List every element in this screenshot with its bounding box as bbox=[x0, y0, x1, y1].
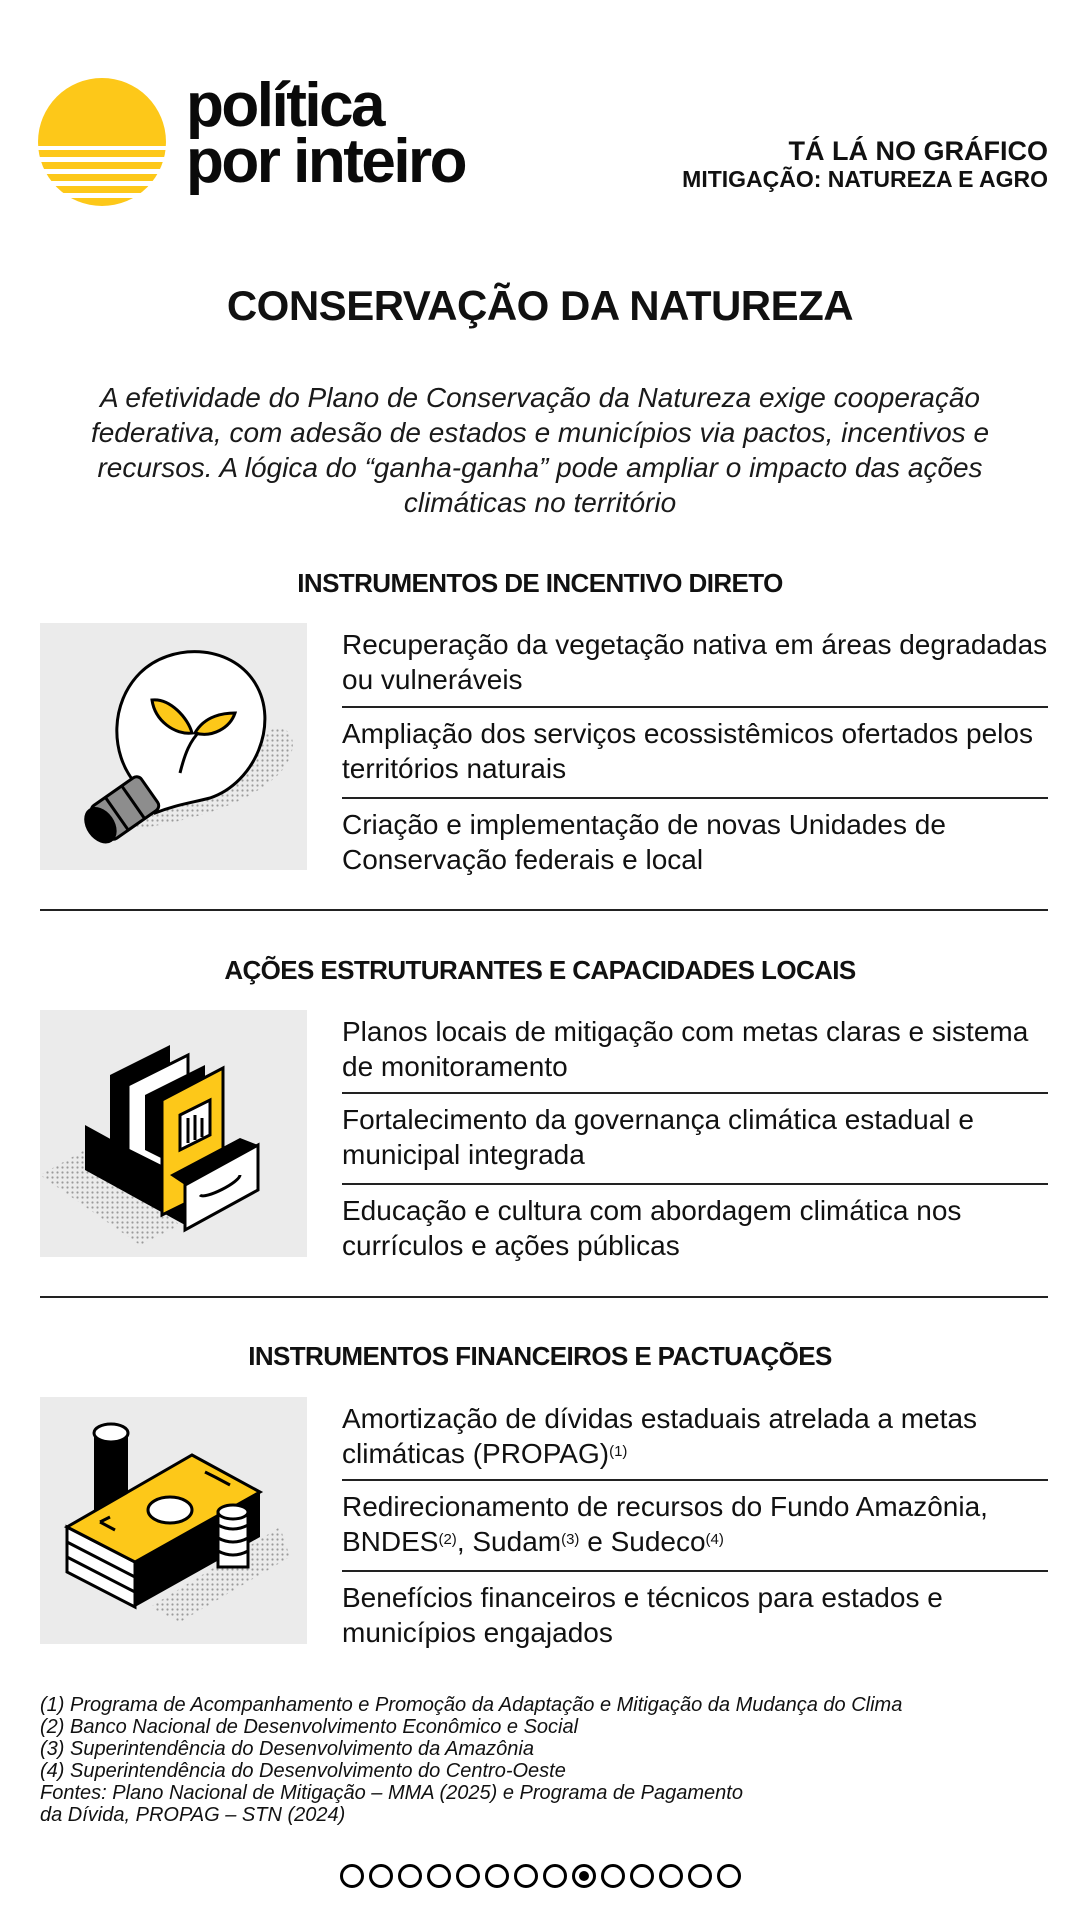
page-dot-13[interactable] bbox=[688, 1864, 712, 1888]
page-dot-3[interactable] bbox=[398, 1864, 422, 1888]
item-list-incentivo bbox=[342, 623, 1048, 885]
page-dot-12[interactable] bbox=[659, 1864, 683, 1888]
list-item bbox=[342, 1397, 1048, 1479]
footnotes bbox=[40, 1694, 1040, 1826]
sources-note: Fontes: Plano Nacional de Mitigação – MMA (2025) e Programa de Pagamento bbox=[40, 1782, 743, 1804]
item-text: Redirecionamento de recursos do Fundo Amazônia, BNDES bbox=[342, 1491, 988, 1557]
section-divider bbox=[40, 909, 1048, 911]
page-dot-8[interactable] bbox=[543, 1864, 567, 1888]
page-dot-7[interactable] bbox=[514, 1864, 538, 1888]
series-label bbox=[682, 136, 1048, 192]
footnote-ref: (2) bbox=[438, 1531, 457, 1548]
page-dot-4[interactable] bbox=[427, 1864, 451, 1888]
list-item: Benefícios financeiros e técnicos para estados e municípios engajados bbox=[342, 1570, 1048, 1658]
list-item: Criação e implementação de novas Unidades de Conservação federais e local bbox=[342, 797, 1048, 885]
series-title: TÁ LÁ NO GRÁFICO bbox=[788, 136, 1048, 166]
item-text: e Sudeco bbox=[579, 1526, 706, 1557]
brand-line-1: política bbox=[186, 71, 384, 140]
item-text: Amortização de dívidas estaduais atrelada a metas climáticas (PROPAG) bbox=[342, 1403, 978, 1469]
footnote: (2) Banco Nacional de Desenvolvimento Econômico e Social bbox=[40, 1716, 579, 1738]
list-item: Fortalecimento da governança climática estadual e municipal integrada bbox=[342, 1092, 1048, 1183]
page-dot-1[interactable] bbox=[340, 1864, 364, 1888]
footnote-ref: (1) bbox=[609, 1443, 628, 1460]
page-dot-14[interactable] bbox=[717, 1864, 741, 1888]
item-list-acoes bbox=[342, 1010, 1048, 1271]
lightbulb-sprout-icon bbox=[40, 623, 307, 870]
list-item bbox=[342, 1479, 1048, 1570]
list-item: Recuperação da vegetação nativa em áreas degradadas ou vulneráveis bbox=[342, 629, 1048, 695]
carousel-pagination bbox=[0, 1864, 1080, 1888]
footnote-ref: (4) bbox=[705, 1531, 724, 1548]
page-dot-2[interactable] bbox=[369, 1864, 393, 1888]
money-stack-coins-icon bbox=[40, 1397, 307, 1644]
page-dot-6[interactable] bbox=[485, 1864, 509, 1888]
item-text: , Sudam bbox=[456, 1526, 562, 1557]
page-title: CONSERVAÇÃO DA NATUREZA bbox=[226, 282, 854, 329]
footnote: (4) Superintendência do Desenvolvimento do Centro-Oeste bbox=[40, 1760, 566, 1782]
page-dot-5[interactable] bbox=[456, 1864, 480, 1888]
page-dot-9[interactable] bbox=[572, 1864, 596, 1888]
page-dot-11[interactable] bbox=[630, 1864, 654, 1888]
brand-line-2: por inteiro bbox=[186, 127, 466, 196]
intro-paragraph: A efetividade do Plano de Conservação da Natureza exige cooperação federativa, com adesão de estados e municípios via pactos, incentivos e recursos. A lógica do “ganha-ganha” pode ampliar o impacto das ações climáticas no território bbox=[90, 382, 990, 518]
footnote: (3) Superintendência do Desenvolvimento da Amazônia bbox=[40, 1738, 534, 1760]
brand-wordmark bbox=[186, 71, 466, 196]
page-dot-10[interactable] bbox=[601, 1864, 625, 1888]
list-item: Educação e cultura com abordagem climática nos currículos e ações públicas bbox=[342, 1183, 1048, 1271]
file-box-icon bbox=[40, 1010, 307, 1257]
item-list-financeiros bbox=[342, 1397, 1048, 1658]
logo-sun-icon bbox=[38, 78, 166, 206]
footnote-ref: (3) bbox=[561, 1531, 580, 1548]
section-heading-incentivo: INSTRUMENTOS DE INCENTIVO DIRETO bbox=[297, 568, 783, 598]
section-divider bbox=[40, 1296, 1048, 1298]
list-item: Ampliação dos serviços ecossistêmicos ofertados pelos territórios naturais bbox=[342, 706, 1048, 797]
series-subtitle: MITIGAÇÃO: NATUREZA E AGRO bbox=[682, 166, 1048, 192]
footnote: (1) Programa de Acompanhamento e Promoção da Adaptação e Mitigação da Mudança do Clima bbox=[40, 1694, 903, 1716]
section-heading-financeiros: INSTRUMENTOS FINANCEIROS E PACTUAÇÕES bbox=[248, 1341, 832, 1371]
list-item: Planos locais de mitigação com metas claras e sistema de monitoramento bbox=[342, 1016, 1029, 1082]
sources-note: da Dívida, PROPAG – STN (2024) bbox=[40, 1804, 346, 1826]
section-heading-acoes: AÇÕES ESTRUTURANTES E CAPACIDADES LOCAIS bbox=[224, 955, 856, 985]
